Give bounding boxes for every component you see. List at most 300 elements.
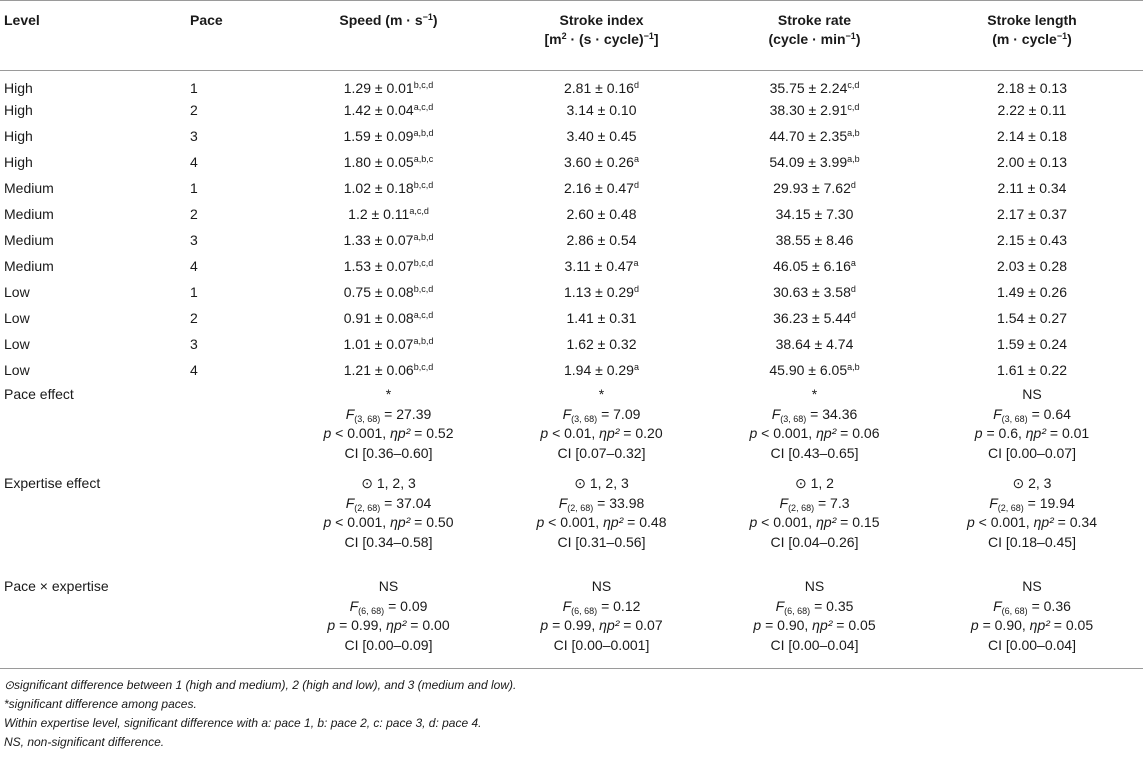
- cell-stroke-rate: [708, 227, 921, 253]
- p-symbol: p: [327, 617, 336, 633]
- footnote-expertise: ⊙significant difference between 1 (high and medium), 2 (high and low), and 3 (medium and low).: [4, 678, 517, 692]
- f-symbol: F: [989, 494, 998, 511]
- p-symbol: p: [323, 425, 332, 441]
- cell-stroke-index-sup: d: [633, 180, 639, 190]
- f-value: = 0.64: [1027, 405, 1071, 422]
- cell-speed-sup: a,b,d: [413, 232, 434, 242]
- cell-stroke-rate: [708, 357, 921, 383]
- stats-cell: [708, 472, 921, 575]
- stats-f: [496, 597, 707, 617]
- p-value: < 0.001,: [544, 514, 604, 530]
- cell-stroke-rate: [708, 149, 921, 175]
- stats-marker: *: [385, 386, 392, 402]
- eta-symbol: ηp²: [386, 617, 407, 633]
- cell-level: Medium: [4, 180, 54, 196]
- cell-stroke-rate: [708, 305, 921, 331]
- cell-stroke-rate-sup: a,b: [847, 154, 860, 164]
- header-si-mid: · (s · cycle): [566, 31, 644, 47]
- stats-f: [922, 597, 1142, 617]
- cell-stroke-index-sup: a: [633, 258, 639, 268]
- eta-symbol: ηp²: [390, 514, 411, 530]
- eta-value: = 0.15: [836, 514, 880, 530]
- cell-level: Low: [4, 310, 30, 326]
- f-symbol: F: [345, 405, 355, 422]
- cell-speed-value: 1.59 ± 0.09: [343, 128, 414, 144]
- table-row: [0, 227, 1143, 253]
- eta-value: = 0.52: [410, 425, 454, 441]
- cell-stroke-length: [921, 175, 1143, 201]
- cell-stroke-length-value: 1.49 ± 0.26: [997, 284, 1067, 300]
- cell-speed: [282, 149, 495, 175]
- cell-stroke-length-value: 2.17 ± 0.37: [997, 206, 1067, 222]
- stats-p: [922, 616, 1142, 636]
- stats-label: Pace × expertise: [4, 578, 109, 594]
- f-df: (6, 68): [1001, 605, 1028, 616]
- stats-label: Pace effect: [4, 386, 74, 402]
- f-value: = 7.3: [814, 494, 850, 511]
- cell-stroke-index: [495, 123, 708, 149]
- cell-pace: 4: [190, 258, 198, 274]
- stats-ci: CI [0.07–0.32]: [557, 444, 646, 461]
- cell-stroke-rate-sup: a,b: [847, 362, 860, 372]
- table-row: [0, 201, 1143, 227]
- stats-p: [496, 513, 707, 533]
- p-symbol: p: [974, 425, 983, 441]
- stats-f: [283, 597, 494, 617]
- cell-stroke-length-value: 2.22 ± 0.11: [997, 102, 1067, 118]
- cell-stroke-rate: [708, 201, 921, 227]
- cell-stroke-index-value: 1.94 ± 0.29: [564, 362, 634, 378]
- eta-value: = 0.48: [623, 514, 667, 530]
- cell-stroke-index-sup: a: [633, 154, 639, 164]
- f-value: = 7.09: [597, 405, 641, 422]
- cell-speed-sup: a,b,d: [413, 336, 434, 346]
- f-df: (2, 68): [354, 502, 381, 513]
- eta-symbol: ηp²: [603, 514, 624, 530]
- cell-stroke-index-sup: a: [633, 362, 639, 372]
- stats-p: [709, 424, 920, 444]
- stats-ci: CI [0.00–0.09]: [344, 636, 433, 653]
- cell-stroke-rate: [708, 175, 921, 201]
- p-value: = 0.90,: [761, 617, 813, 633]
- f-df: (3, 68): [780, 413, 807, 424]
- f-df: (3, 68): [354, 413, 381, 424]
- cell-speed: [282, 227, 495, 253]
- p-value: < 0.01,: [548, 425, 600, 441]
- stats-f: [709, 405, 920, 425]
- cell-pace: 4: [190, 362, 198, 378]
- f-value: = 27.39: [380, 405, 432, 422]
- cell-stroke-rate-sup: c,d: [847, 102, 860, 112]
- eta-value: = 0.07: [619, 617, 663, 633]
- cell-level: Medium: [4, 206, 54, 222]
- stats-p: [496, 616, 707, 636]
- cell-pace: 1: [190, 180, 198, 196]
- stats-ci: CI [0.36–0.60]: [344, 444, 433, 461]
- stats-row-pace: [0, 383, 1143, 472]
- table-row: [0, 97, 1143, 123]
- cell-speed-sup: a,c,d: [409, 206, 429, 216]
- eta-value: = 0.00: [406, 617, 450, 633]
- p-symbol: p: [753, 617, 762, 633]
- cell-speed: [282, 253, 495, 279]
- cell-stroke-length-value: 2.14 ± 0.18: [997, 128, 1067, 144]
- stats-row-interaction: [0, 575, 1143, 669]
- cell-stroke-index: [495, 201, 708, 227]
- p-symbol: p: [536, 514, 545, 530]
- stats-marker: ⊙ 1, 2, 3: [574, 475, 629, 491]
- cell-stroke-length-value: 2.11 ± 0.34: [997, 180, 1067, 196]
- cell-stroke-index: [495, 357, 708, 383]
- p-value: < 0.001,: [757, 425, 817, 441]
- cell-stroke-index: [495, 331, 708, 357]
- cell-speed: [282, 357, 495, 383]
- stats-f: [283, 405, 494, 425]
- p-symbol: p: [749, 425, 758, 441]
- cell-speed-value: 1.42 ± 0.04: [343, 102, 414, 118]
- cell-speed-sup: a,c,d: [413, 102, 434, 112]
- f-df: (6, 68): [358, 605, 385, 616]
- cell-stroke-rate-value: 38.55 ± 8.46: [775, 232, 854, 248]
- stats-label: Expertise effect: [4, 475, 101, 491]
- cell-speed-sup: a,c,d: [413, 310, 434, 320]
- cell-stroke-index-value: 3.14 ± 0.10: [566, 102, 637, 118]
- cell-stroke-rate: [708, 253, 921, 279]
- eta-symbol: ηp²: [816, 514, 837, 530]
- stats-cell: [495, 575, 708, 669]
- f-value: = 0.12: [597, 597, 641, 614]
- cell-stroke-length: [921, 279, 1143, 305]
- p-value: = 0.6,: [982, 425, 1026, 441]
- cell-stroke-index: [495, 279, 708, 305]
- table-row: [0, 71, 1143, 98]
- stats-p: [283, 424, 494, 444]
- cell-stroke-rate-value: 35.75 ± 2.24: [769, 80, 848, 96]
- cell-stroke-rate-value: 54.09 ± 3.99: [769, 154, 848, 170]
- f-df: (3, 68): [1001, 413, 1028, 424]
- p-value: < 0.001,: [757, 514, 817, 530]
- stats-cell: [282, 472, 495, 575]
- cell-stroke-length: [921, 227, 1143, 253]
- stats-cell: [495, 383, 708, 472]
- cell-stroke-length: [921, 71, 1143, 98]
- header-stroke-length: [921, 1, 1143, 71]
- footnote-pace: *significant difference among paces.: [4, 697, 197, 711]
- cell-stroke-rate: [708, 279, 921, 305]
- footnote-within-level: Within expertise level, significant difference with a: pace 1, b: pace 2, c: pace 3, d: pace 4.: [4, 716, 482, 730]
- stats-p: [283, 513, 494, 533]
- cell-pace: 4: [190, 154, 198, 170]
- stats-p: [922, 513, 1142, 533]
- f-df: (2, 68): [788, 502, 815, 513]
- header-sr-pre: (cycle · min: [768, 31, 846, 47]
- cell-level: High: [4, 154, 33, 170]
- eta-value: = 0.20: [619, 425, 663, 441]
- stats-cell: [282, 575, 495, 669]
- cell-level: Medium: [4, 258, 54, 274]
- footnote-ns: NS, non-significant difference.: [4, 735, 165, 749]
- eta-symbol: ηp²: [599, 617, 620, 633]
- stats-cell: [708, 575, 921, 669]
- header-sr-line1: Stroke rate: [777, 12, 852, 28]
- cell-level: Medium: [4, 232, 54, 248]
- stats-ci: CI [0.00–0.07]: [988, 444, 1076, 461]
- header-speed-text: Speed (m · s: [339, 12, 423, 28]
- cell-stroke-rate: [708, 123, 921, 149]
- table-footnotes: [0, 676, 1143, 752]
- f-df: (2, 68): [997, 502, 1024, 513]
- stats-f: [709, 597, 920, 617]
- cell-speed: [282, 201, 495, 227]
- p-symbol: p: [323, 514, 332, 530]
- eta-symbol: ηp²: [1025, 425, 1047, 441]
- cell-stroke-rate: [708, 331, 921, 357]
- cell-stroke-length: [921, 305, 1143, 331]
- stats-p: [922, 424, 1142, 444]
- cell-stroke-rate: [708, 71, 921, 98]
- cell-stroke-rate-sup: a: [850, 258, 856, 268]
- stats-marker: NS: [804, 578, 825, 594]
- cell-speed-sup: b,c,d: [413, 284, 434, 294]
- stats-ci: CI [0.18–0.45]: [988, 533, 1076, 550]
- cell-speed: [282, 331, 495, 357]
- cell-stroke-rate-value: 44.70 ± 2.35: [769, 128, 848, 144]
- cell-stroke-rate-value: 38.30 ± 2.91: [769, 102, 848, 118]
- stats-f: [922, 494, 1142, 514]
- stats-f: [922, 405, 1142, 425]
- cell-stroke-length: [921, 123, 1143, 149]
- eta-symbol: ηp²: [390, 425, 411, 441]
- cell-stroke-index-value: 2.86 ± 0.54: [566, 232, 637, 248]
- cell-level: High: [4, 102, 33, 118]
- f-df: (6, 68): [784, 605, 811, 616]
- cell-speed-sup: b,c,d: [413, 180, 434, 190]
- eta-symbol: ηp²: [816, 425, 837, 441]
- f-value: = 0.36: [1027, 597, 1071, 614]
- stats-marker: ⊙ 1, 2: [795, 475, 834, 491]
- cell-stroke-length-value: 2.18 ± 0.13: [997, 80, 1067, 96]
- p-symbol: p: [540, 425, 549, 441]
- cell-stroke-index-value: 1.41 ± 0.31: [566, 310, 637, 326]
- cell-stroke-rate-sup: d: [850, 310, 856, 320]
- table-row: [0, 149, 1143, 175]
- stats-f: [496, 494, 707, 514]
- cell-stroke-rate-sup: d: [850, 180, 856, 190]
- stats-cell: [921, 472, 1143, 575]
- stats-cell: [282, 383, 495, 472]
- p-value: = 0.90,: [978, 617, 1030, 633]
- cell-stroke-length-value: 1.61 ± 0.22: [997, 362, 1067, 378]
- cell-stroke-length-value: 2.15 ± 0.43: [997, 232, 1067, 248]
- stats-marker: NS: [1022, 386, 1042, 402]
- cell-speed-sup: a,b,d: [413, 128, 434, 138]
- cell-speed-value: 1.02 ± 0.18: [343, 180, 414, 196]
- eta-value: = 0.05: [1049, 617, 1094, 633]
- cell-speed-value: 1.33 ± 0.07: [343, 232, 414, 248]
- stats-marker: ⊙ 1, 2, 3: [361, 475, 416, 491]
- cell-stroke-rate-value: 38.64 ± 4.74: [775, 336, 854, 352]
- header-stroke-index: [495, 1, 708, 71]
- f-value: = 34.36: [806, 405, 858, 422]
- header-pace: Pace: [190, 12, 223, 28]
- stats-ci: CI [0.00–0.04]: [988, 636, 1076, 653]
- cell-stroke-index-sup: d: [633, 80, 639, 90]
- stats-p: [283, 616, 494, 636]
- cell-stroke-index: [495, 305, 708, 331]
- stats-rows: [0, 383, 1143, 669]
- cell-stroke-length: [921, 97, 1143, 123]
- cell-stroke-index: [495, 71, 708, 98]
- stats-f: [496, 405, 707, 425]
- eta-symbol: ηp²: [599, 425, 620, 441]
- eta-value: = 0.06: [836, 425, 880, 441]
- cell-stroke-rate-value: 34.15 ± 7.30: [775, 206, 854, 222]
- f-value: = 0.35: [810, 597, 854, 614]
- cell-speed-sup: a,b,c: [413, 154, 434, 164]
- cell-stroke-index: [495, 253, 708, 279]
- cell-speed-value: 0.75 ± 0.08: [343, 284, 414, 300]
- cell-stroke-length: [921, 201, 1143, 227]
- cell-speed-sup: b,c,d: [413, 362, 434, 372]
- header-level: Level: [4, 12, 40, 28]
- header-speed-sup: −1: [422, 12, 433, 22]
- cell-stroke-length: [921, 357, 1143, 383]
- stats-cell: [708, 383, 921, 472]
- f-value: = 33.98: [593, 494, 645, 511]
- cell-stroke-rate-sup: c,d: [847, 80, 860, 90]
- cell-stroke-index-value: 2.16 ± 0.47: [564, 180, 634, 196]
- header-sl-line1: Stroke length: [987, 12, 1077, 28]
- stats-ci: CI [0.00–0.001]: [553, 636, 650, 653]
- cell-speed-sup: b,c,d: [413, 258, 434, 268]
- cell-stroke-rate: [708, 97, 921, 123]
- cell-stroke-index: [495, 149, 708, 175]
- f-symbol: F: [993, 597, 1002, 614]
- cell-level: Low: [4, 284, 30, 300]
- cell-stroke-rate-sup: d: [850, 284, 856, 294]
- f-df: (6, 68): [571, 605, 598, 616]
- eta-value: = 0.01: [1046, 425, 1090, 441]
- cell-speed-value: 1.21 ± 0.06: [343, 362, 414, 378]
- stats-marker: NS: [591, 578, 612, 594]
- eta-symbol: ηp²: [1033, 514, 1054, 530]
- cell-stroke-length: [921, 331, 1143, 357]
- cell-level: Low: [4, 336, 30, 352]
- f-value: = 19.94: [1023, 494, 1075, 511]
- p-symbol: p: [540, 617, 549, 633]
- f-symbol: F: [775, 597, 785, 614]
- stats-p: [709, 616, 920, 636]
- stats-marker: *: [811, 386, 818, 402]
- stats-f: [709, 494, 920, 514]
- f-symbol: F: [993, 405, 1002, 422]
- header-si-sup2: −1: [643, 31, 654, 41]
- cell-stroke-index-value: 1.62 ± 0.32: [566, 336, 637, 352]
- cell-speed: [282, 175, 495, 201]
- stats-p: [496, 424, 707, 444]
- table-row: [0, 305, 1143, 331]
- stats-ci: CI [0.43–0.65]: [770, 444, 859, 461]
- header-si-pre: [m: [544, 31, 562, 47]
- eta-value: = 0.34: [1053, 514, 1097, 530]
- eta-value: = 0.50: [410, 514, 454, 530]
- p-value: = 0.99,: [548, 617, 600, 633]
- stats-ci: CI [0.31–0.56]: [557, 533, 646, 550]
- cell-speed: [282, 97, 495, 123]
- cell-stroke-rate-sup: a,b: [847, 128, 860, 138]
- cell-stroke-index-value: 3.60 ± 0.26: [564, 154, 634, 170]
- cell-speed-value: 1.01 ± 0.07: [343, 336, 414, 352]
- table-row: [0, 357, 1143, 383]
- stats-cell: [921, 383, 1143, 472]
- cell-stroke-index: [495, 175, 708, 201]
- f-value: = 37.04: [380, 494, 432, 511]
- cell-stroke-index: [495, 227, 708, 253]
- cell-stroke-index-value: 2.81 ± 0.16: [564, 80, 634, 96]
- table-row: [0, 331, 1143, 357]
- stats-marker: ⊙ 2, 3: [1012, 475, 1052, 491]
- header-sr-end: ): [855, 31, 861, 47]
- f-symbol: F: [558, 494, 568, 511]
- cell-stroke-length: [921, 149, 1143, 175]
- stats-cell: [495, 472, 708, 575]
- table-row: [0, 253, 1143, 279]
- header-sl-sup: −1: [1056, 31, 1068, 41]
- cell-speed: [282, 279, 495, 305]
- stats-ci: CI [0.04–0.26]: [770, 533, 859, 550]
- cell-stroke-index: [495, 97, 708, 123]
- stats-p: [709, 513, 920, 533]
- p-value: < 0.001,: [974, 514, 1034, 530]
- cell-stroke-length: [921, 253, 1143, 279]
- stats-cell: [921, 575, 1143, 669]
- cell-speed-value: 1.29 ± 0.01: [343, 80, 414, 96]
- table-row: [0, 175, 1143, 201]
- cell-pace: 3: [190, 336, 198, 352]
- f-df: (2, 68): [567, 502, 594, 513]
- cell-pace: 1: [190, 284, 198, 300]
- cell-pace: 3: [190, 232, 198, 248]
- p-symbol: p: [970, 617, 979, 633]
- f-symbol: F: [349, 597, 359, 614]
- header-speed: [282, 1, 495, 71]
- cell-stroke-rate-value: 45.90 ± 6.05: [769, 362, 848, 378]
- cell-level: Low: [4, 362, 30, 378]
- p-value: = 0.99,: [335, 617, 387, 633]
- header-sl-end: ): [1067, 31, 1072, 47]
- cell-level: High: [4, 128, 33, 144]
- cell-speed-value: 0.91 ± 0.08: [343, 310, 414, 326]
- cell-stroke-length-value: 2.03 ± 0.28: [997, 258, 1067, 274]
- p-symbol: p: [966, 514, 975, 530]
- p-symbol: p: [749, 514, 758, 530]
- cell-speed: [282, 123, 495, 149]
- cell-stroke-index-value: 3.40 ± 0.45: [566, 128, 637, 144]
- header-si-end: ]: [653, 31, 659, 47]
- table-header: [0, 1, 1143, 71]
- header-sr-sup: −1: [845, 31, 856, 41]
- cell-stroke-rate-value: 36.23 ± 5.44: [773, 310, 851, 326]
- stats-marker: *: [598, 386, 605, 402]
- cell-stroke-length-value: 1.54 ± 0.27: [997, 310, 1067, 326]
- cell-speed: [282, 71, 495, 98]
- cell-stroke-index-value: 2.60 ± 0.48: [566, 206, 637, 222]
- f-symbol: F: [771, 405, 781, 422]
- cell-speed: [282, 305, 495, 331]
- stats-marker: NS: [378, 578, 399, 594]
- cell-stroke-length-value: 1.59 ± 0.24: [997, 336, 1067, 352]
- stats-row-expertise: [0, 472, 1143, 575]
